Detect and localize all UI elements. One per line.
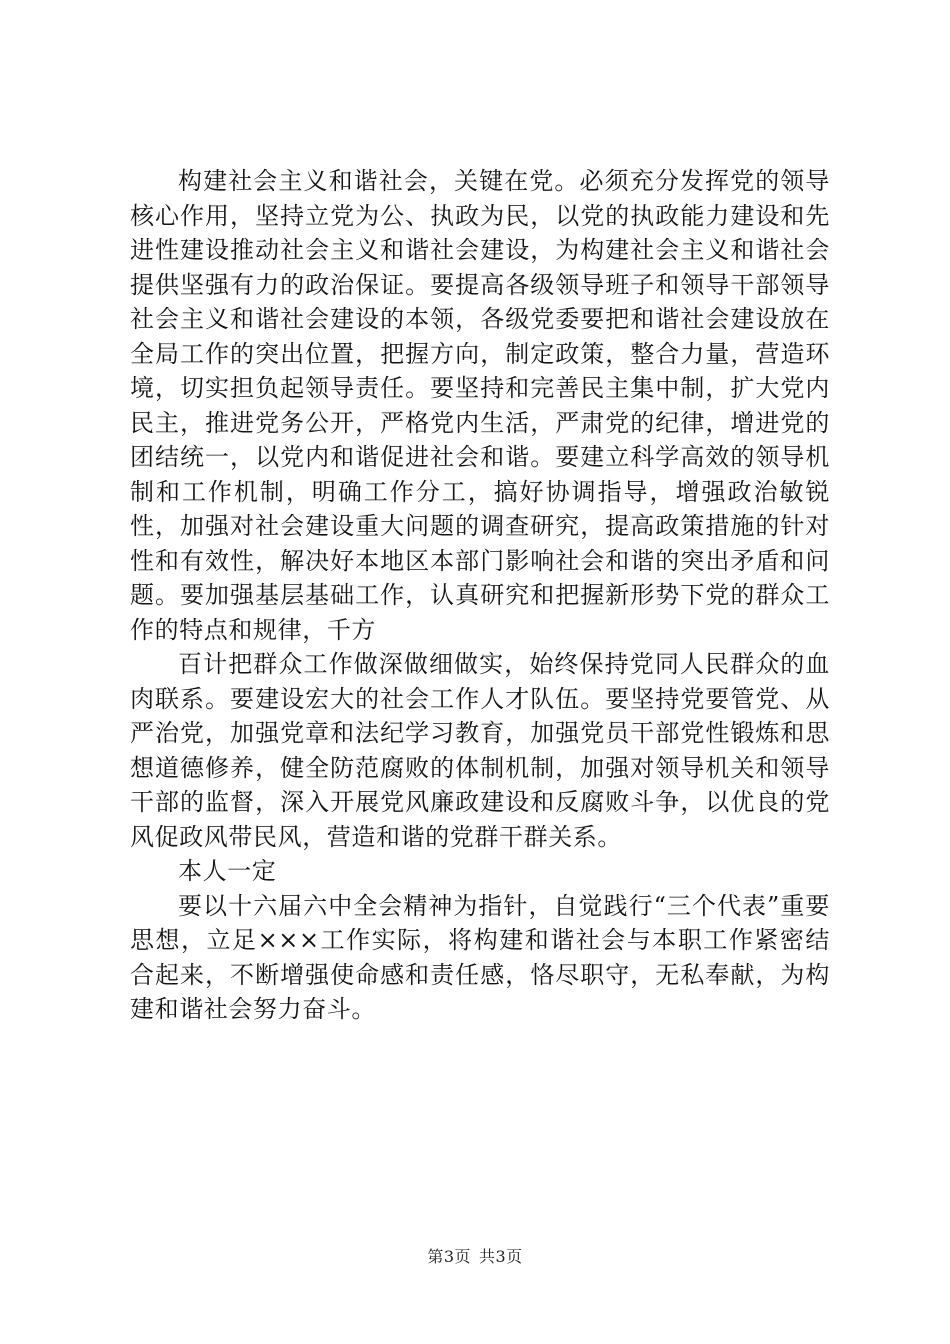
paragraph-3: 本人一定: [178, 857, 277, 885]
paragraph-4: 要以十六届六中全会精神为指针，自觉践行“三个代表”重要思想，立足×××工作实际，将构建和谐社会与本职工作紧密结合起来，不断增强使命感和责任感，恪尽职守，无私奉献，为构建和谐社会努力奋斗。: [130, 891, 830, 1023]
page-number-total: 共3页: [479, 1247, 523, 1266]
paragraph-1: 构建社会主义和谐社会，关键在党。必须充分发挥党的领导核心作用，坚持立党为公、执政为民，以党的执政能力建设和先进性建设推动社会主义和谐社会建设，为构建社会主义和谐社会提供坚强有力的政治保证。要提高各级领导班子和领导干部领导社会主义和谐社会建设的本领，各级党委要把和谐社会建设放在全局工作的突出位置，把握方向，制定政策，整合力量，营造环境，切实担负起领导责任。要坚持和完善民主集中制，扩大党内民主，推进党务公开，严格党内生活，严肃党的纪律，增进党的团结统一，以党内和谐促进社会和谐。要建立科学高效的领导机制和工作机制，明确工作分工，搞好协调指导，增强政治敏锐性，加强对社会建设重大问题的调查研究，提高政策措施的针对性和有效性，解决好本地区本部门影响社会和谐的突出矛盾和问题。要加强基层基础工作，认真研究和把握新形势下党的群众工作的特点和规律，千方: [130, 167, 830, 644]
page-number-current: 第3页: [427, 1247, 471, 1266]
page-footer: [0, 1244, 950, 1267]
paragraph-2: 百计把群众工作做深做细做实，始终保持党同人民群众的血肉联系。要建设宏大的社会工作人才队伍。要坚持党要管党、从严治党，加强党章和法纪学习教育，加强党员干部党性锻炼和思想道德修养，健全防范腐败的体制机制，加强对领导机关和领导干部的监督，深入开展党风廉政建设和反腐败斗争，以优良的党风促政风带民风，营造和谐的党群干群关系。: [130, 650, 830, 851]
document-body: [130, 164, 830, 1027]
